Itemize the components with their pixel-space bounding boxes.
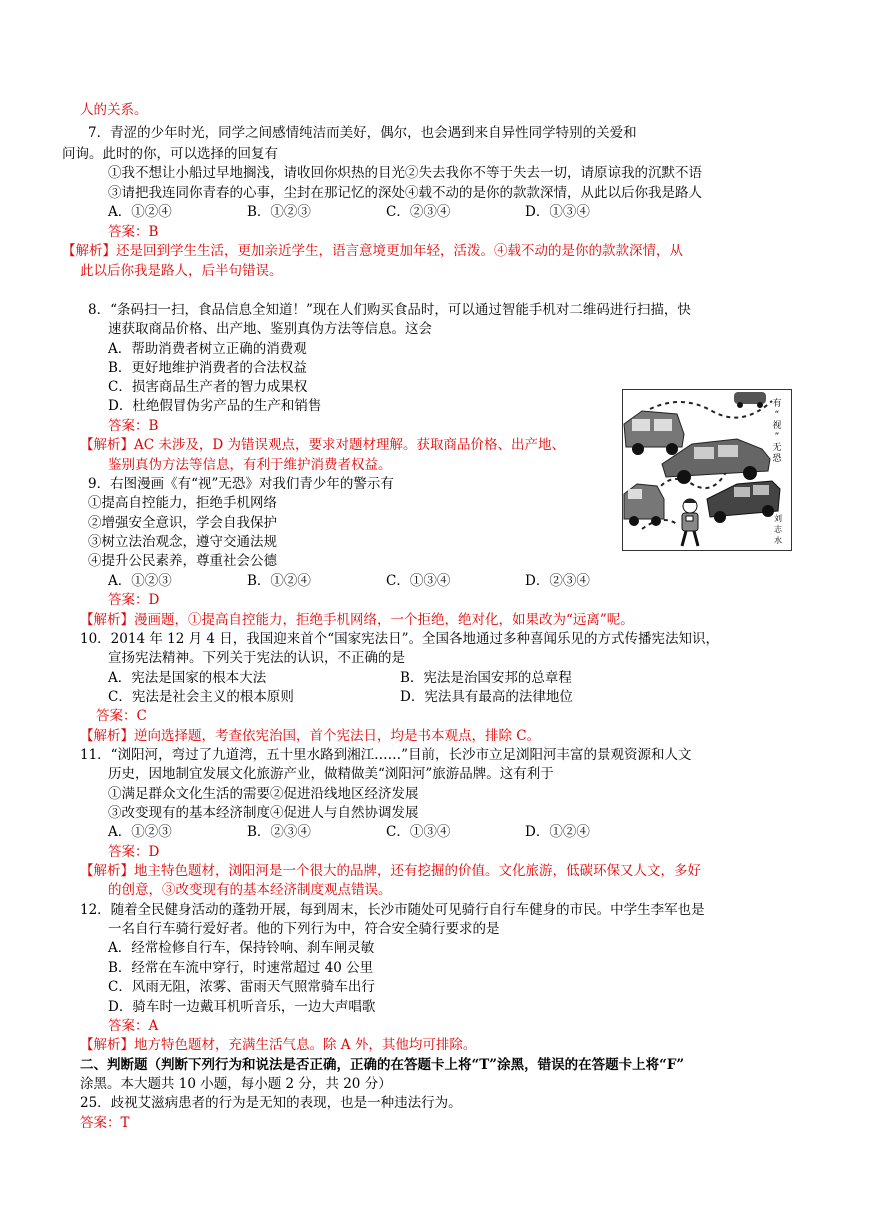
q12-stem-cont: 一名自行车骑行爱好者。他的下列行为中，符合安全骑行要求的是 (108, 921, 500, 937)
section2-heading-cont: 涂黑。本大题共 10 小题，每小题 2 分，共 20 分） (80, 1076, 392, 1092)
q11-item-row2: ③改变现有的基本经济制度④促进人与自然协调发展 (108, 805, 419, 821)
q12-stem: 12．随着全民健身活动的蓬勃开展，每到周末，长沙市随处可见骑行自行车健身的市民。中学生李军也是 (80, 902, 705, 918)
cartoon-title-char: 恐 (772, 454, 782, 464)
q11-explanation: 【解析】地主特色题材，浏阳河是一个很大的品牌，还有挖掘的价值。文化旅游，低碳环保又人文，多好 (80, 863, 701, 879)
q7-option-d: D．①③④ (525, 204, 590, 220)
q9-option-a: A．①②③ (108, 573, 172, 589)
section2-heading: 二、判断题（判断下列行为和说法是否正确，正确的在答题卡上将“T”涂黑，错误的在答题卡上将“F” (80, 1057, 685, 1073)
q7-option-b: B．①②③ (247, 204, 311, 220)
q10-answer: 答案：C (96, 708, 147, 724)
q25-answer: 答案：T (80, 1115, 130, 1131)
q12-option-a: A．经常检修自行车，保持铃响、刹车闸灵敏 (108, 940, 375, 956)
q7-item-row2: ③请把我连同你青春的心事，尘封在那记忆的深处④载不动的是你的款款深情，从此以后你我是路人 (108, 185, 702, 201)
q9-options (108, 572, 664, 591)
q11-stem-cont: 历史，因地制宜发展文化旅游产业，做精做美“浏阳河”旅游品牌。这有利于 (108, 766, 554, 782)
q12-option-b: B．经常在车流中穿行，时速常超过 40 公里 (108, 960, 374, 976)
explanation-continuation: 人的关系。 (80, 102, 148, 118)
cartoon-title (770, 399, 784, 465)
q10-option-a: A．宪法是国家的根本大法 (108, 670, 267, 686)
q11-item-row1: ①满足群众文化生活的需要②促进沿线地区经济发展 (108, 786, 419, 802)
q7-answer: 答案：B (108, 224, 159, 240)
q7-option-a: A．①②④ (108, 204, 172, 220)
q8-stem-cont: 速获取商品价格、出产地、鉴别真伪方法等信息。这会 (108, 321, 432, 337)
q8-option-b: B．更好地维护消费者的合法权益 (108, 360, 307, 376)
q10-stem: 10．2014 年 12 月 4 日，我国迎来首个“国家宪法日”。全国各地通过多种喜闻乐见的方式传播宪法知识， (80, 631, 720, 647)
q11-option-c: C．①③④ (386, 824, 451, 840)
cartoon-title-char: 视 (772, 421, 782, 431)
q10-options-row2 (108, 688, 692, 707)
q8-option-d: D．杜绝假冒伪劣产品的生产和销售 (108, 398, 322, 414)
q9-item-3: ③树立法治观念，遵守交通法规 (88, 534, 277, 550)
cartoon-title-char: 无 (772, 443, 782, 453)
q8-answer: 答案：B (108, 418, 159, 434)
q11-answer: 答案：D (108, 844, 160, 860)
q7-options (108, 203, 664, 222)
q12-explanation: 【解析】地方特色题材，充满生活气息。除 A 外，其他均可排除。 (80, 1037, 477, 1053)
q7-item-row1: ①我不想让小船过早地搁浅，请收回你炽热的目光②失去我你不等于失去一切，请原谅我的沉默不语 (108, 165, 702, 181)
cartoon-author (772, 513, 784, 546)
q10-option-b: B．宪法是治国安邦的总章程 (400, 670, 572, 686)
q9-answer: 答案：D (108, 592, 160, 608)
q10-option-c: C．宪法是社会主义的根本原则 (108, 689, 294, 705)
q7-stem-cont: 问询。此时的你，可以选择的回复有 (62, 146, 278, 162)
q7-explanation-cont: 此以后你我是路人，后半句错误。 (80, 263, 283, 279)
q8-option-a: A．帮助消费者树立正确的消费观 (108, 341, 307, 357)
q7-explanation: 【解析】还是回到学生生活，更加亲近学生，语言意境更加年轻，活泼。④载不动的是你的款款深情，从 (62, 243, 683, 259)
cartoon-author-char: 志 (774, 525, 782, 534)
cartoon-title-char: 有 (772, 399, 782, 409)
q10-options-row1 (108, 669, 692, 688)
cartoon-author-char: 水 (774, 536, 782, 545)
q9-explanation: 【解析】漫画题，①提高自控能力，拒绝手机网络，一个拒绝，绝对化，如果改为“远离”呢。 (80, 612, 634, 628)
q11-option-d: D．①②④ (525, 824, 590, 840)
q25-stem: 25．歧视艾滋病患者的行为是无知的表现，也是一种违法行为。 (80, 1095, 462, 1111)
q12-option-c: C．风雨无阻，浓雾、雷雨天气照常骑车出行 (108, 979, 375, 995)
q10-explanation: 【解析】逆向选择题，考查依宪治国，首个宪法日，均是书本观点，排除 C。 (80, 728, 541, 744)
q12-answer: 答案：A (108, 1018, 159, 1034)
q11-option-b: B．②③④ (247, 824, 311, 840)
q7-stem: 7．青涩的少年时光，同学之间感情纯洁而美好，偶尔，也会遇到来自异性同学特别的关爱和 (88, 125, 637, 141)
q8-explanation: 【解析】AC 未涉及，D 为错误观点，要求对题材理解。获取商品价格、出产地、 (80, 437, 565, 453)
q8-stem: 8．“条码扫一扫，食品信息全知道！”现在人们购买食品时，可以通过智能手机对二维码进行扫描，快 (88, 302, 691, 318)
q9-stem: 9．右图漫画《有“视”无恐》对我们青少年的警示有 (88, 476, 394, 492)
q11-stem: 11．“浏阳河，弯过了九道湾，五十里水路到湘江……”目前，长沙市立足浏阳河丰富的景观资源和人文 (80, 747, 692, 763)
q8-explanation-cont: 鉴别真伪方法等信息，有利于维护消费者权益。 (108, 457, 392, 473)
q11-explanation-cont: 的创意，③改变现有的基本经济制度观点错误。 (108, 882, 392, 898)
q11-options (108, 823, 664, 842)
q7-option-c: C．②③④ (386, 204, 451, 220)
cartoon-title-char: ” (774, 432, 780, 442)
q9-item-1: ①提高自控能力，拒绝手机网络 (88, 495, 277, 511)
q9-option-c: C．①③④ (386, 573, 451, 589)
q9-option-b: B．①②④ (247, 573, 311, 589)
q8-option-c: C．损害商品生产者的智力成果权 (108, 379, 308, 395)
cartoon-title-char: “ (774, 410, 780, 420)
q9-item-2: ②增强安全意识，学会自我保护 (88, 515, 277, 531)
cartoon-author-char: 刘 (774, 514, 782, 523)
q12-option-d: D．骑车时一边戴耳机听音乐，一边大声唱歌 (108, 999, 376, 1015)
q11-option-a: A．①②③ (108, 824, 172, 840)
q10-option-d: D．宪法具有最高的法律地位 (400, 689, 573, 705)
q9-option-d: D．②③④ (525, 573, 590, 589)
q9-item-4: ④提升公民素养，尊重社会公德 (88, 553, 277, 569)
cartoon-illustration (622, 389, 792, 551)
q10-stem-cont: 宣扬宪法精神。下列关于宪法的认识，不正确的是 (108, 650, 405, 666)
